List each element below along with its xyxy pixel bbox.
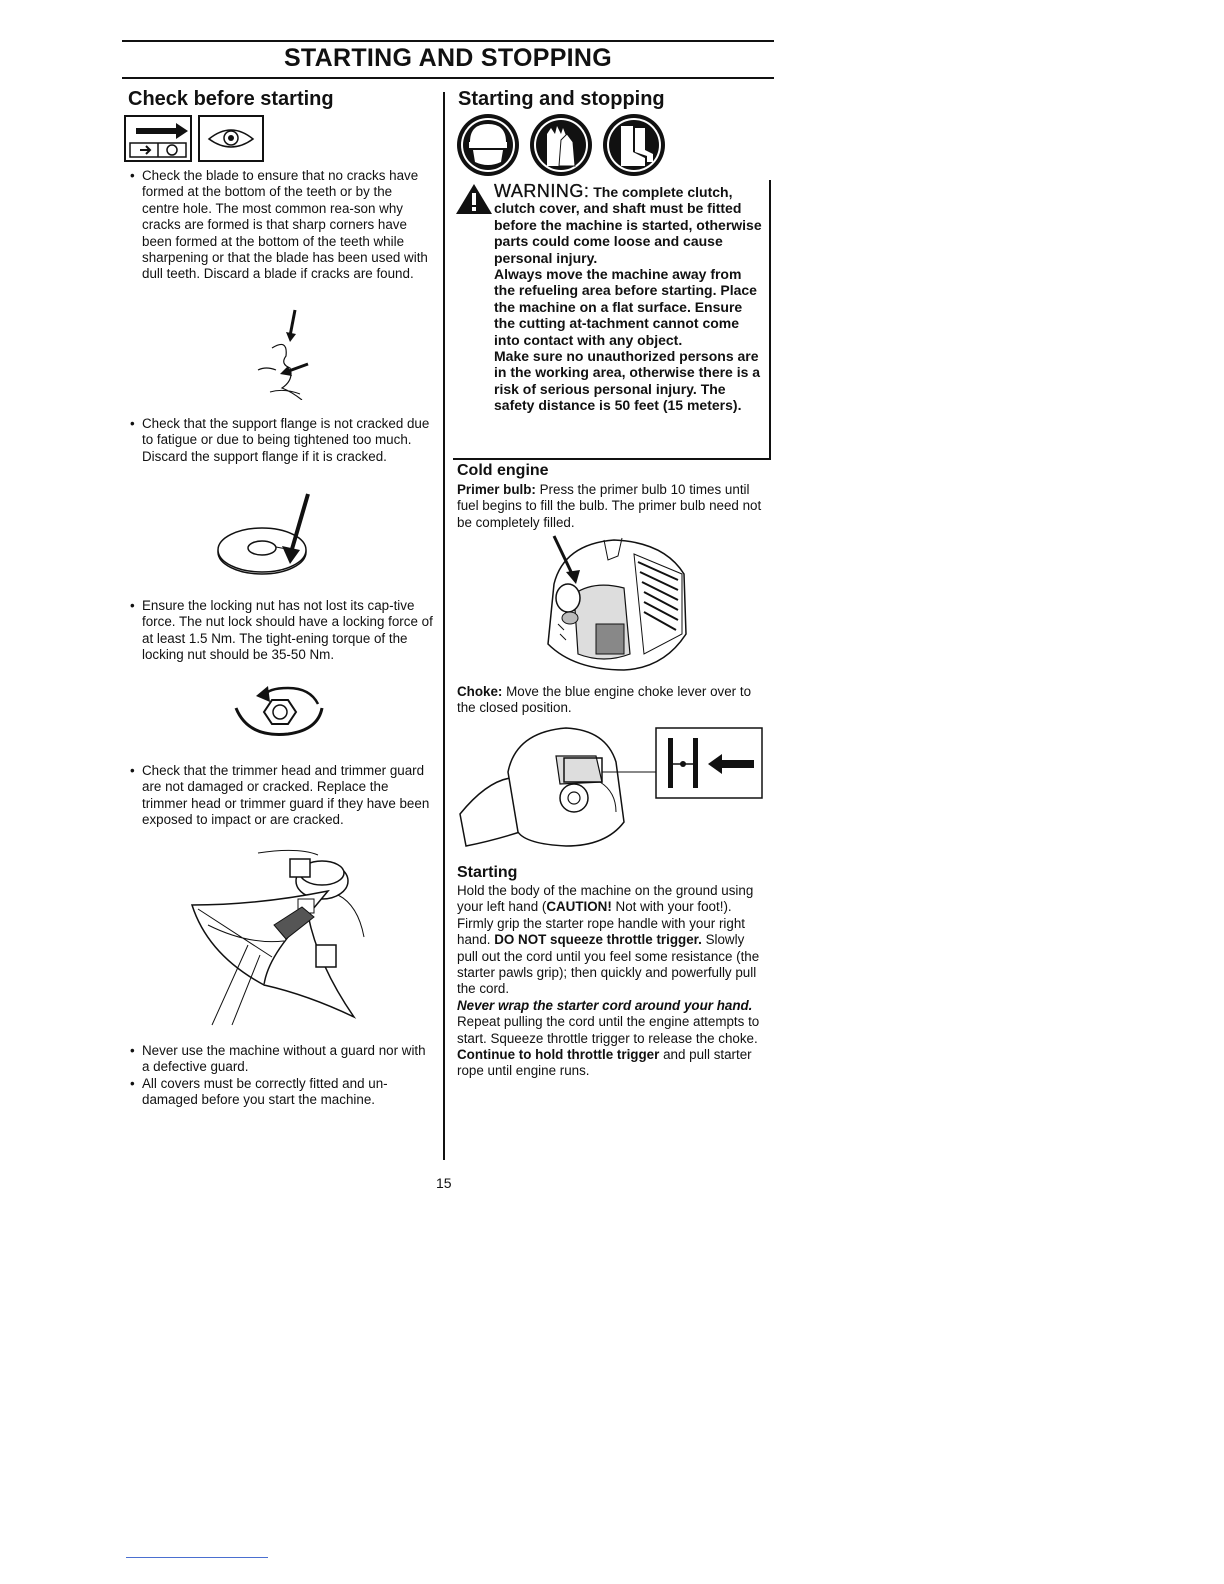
starting-never-wrap: Never wrap the starter cord around your hand. (457, 997, 753, 1013)
warning-text (494, 183, 766, 414)
column-divider (443, 92, 445, 1160)
bullet-list-nut (128, 598, 433, 664)
starting-paragraph (457, 883, 767, 1080)
choke-text: Move the blue engine choke lever over to the closed position. (457, 684, 752, 716)
ppe-symbols (455, 112, 667, 178)
footer-line (126, 1557, 268, 1558)
trimmer-guard-figure (188, 845, 368, 1030)
warning-p2: Always move the machine away from the refueling area before starting. Place the machine on a flat surface. Ensure the cutting at-tachment cannot come into contact with any object. (494, 266, 757, 348)
warning-p3: Make sure no unauthorized persons are in the working area, otherwise there is a risk of serious personal injury. The safety distance is 50 feet (15 meters). (494, 348, 761, 414)
bullet-list-trimmer (128, 763, 433, 829)
starting-t2: Not with your foot!). (615, 899, 732, 915)
locking-nut-figure (228, 682, 328, 742)
engine-primer-figure (534, 534, 690, 674)
primer-bulb-text: Press the primer bulb 10 times until fuel begins to fill the bulb. The primer bulb need not be completely filled. (457, 482, 762, 530)
primer-bulb-label: Primer bulb: (457, 482, 536, 497)
starting-continue-hold: Continue to hold throttle trigger (457, 1047, 660, 1063)
support-flange-figure (212, 490, 322, 586)
bullet-never-without-guard: • Never use the machine without a guard nor with a defective guard. (128, 1043, 433, 1076)
starting-heading: Starting (457, 864, 518, 881)
starting-and-stopping-heading: Starting and stopping (458, 88, 665, 110)
boots-icon (603, 114, 665, 176)
starting-do-not-squeeze: DO NOT squeeze throttle trigger. (494, 932, 702, 948)
bullet-list-flange (128, 416, 433, 465)
warning-triangle-icon (454, 182, 494, 216)
bullet-covers-fitted: • All covers must be correctly fitted and un-damaged before you start the machine. (128, 1076, 433, 1109)
inspection-symbols-icon (124, 115, 266, 163)
starting-t1: Hold the body of the machine on the ground using your left hand ( (457, 883, 754, 915)
starting-t3: Firmly grip the starter rope handle with your right hand. (457, 915, 746, 948)
page-number: 15 (436, 1175, 452, 1191)
bullet-list-guard (128, 1043, 433, 1109)
choke-label: Choke: (457, 684, 503, 699)
choke-paragraph (457, 684, 767, 717)
starting-caution: CAUTION! (546, 899, 612, 915)
cold-engine-heading: Cold engine (457, 462, 549, 479)
primer-bulb-paragraph (457, 482, 767, 531)
bullet-trimmer-head: • Check that the trimmer head and trimmer guard are not damaged or cracked. Replace the trimmer head or trimmer guard if they have been exposed to impact or are cracked. (128, 763, 433, 829)
warning-label: WARNING: (494, 181, 590, 201)
page-title: STARTING AND STOPPING (283, 44, 613, 72)
bullet-locking-nut: • Ensure the locking nut has not lost its cap-tive force. The nut lock should have a locking force of at least 1.5 Nm. The tight-ening torque of the locking nut should be 35-50 Nm. (128, 598, 433, 664)
blade-crack-figure (250, 308, 320, 400)
gloves-icon (530, 114, 592, 176)
top-rule (122, 40, 774, 42)
helmet-protection-icon (457, 114, 519, 176)
check-before-starting-heading: Check before starting (128, 88, 334, 110)
title-rule (122, 77, 774, 79)
starting-t4: Slowly pull out the cord until you feel some resistance (the starter pawls grip); then quickly and powerfully pull the cord. (457, 932, 760, 997)
warning-p1: The complete clutch, clutch cover, and shaft must be fitted before the machine is started, otherwise parts could come loose and cause personal injury. (494, 184, 762, 266)
starting-t7: and pull starter rope until engine runs. (457, 1047, 752, 1079)
choke-lever-figure (456, 722, 766, 850)
starting-t6: Repeat pulling the cord until the engine attempts to start. Squeeze throttle trigger to release the choke. (457, 1014, 760, 1046)
bullet-blade-cracks: • Check the blade to ensure that no cracks have formed at the bottom of the teeth or by the centre hole. The most common rea-son why cracks are formed is that sharp corners have been formed at the bottom of the teeth while sharpening or that the blade has been used with dull teeth. Discard a blade if cracks are found. (128, 168, 433, 283)
bullet-support-flange: • Check that the support flange is not cracked due to fatigue or due to being tightened too much. Discard the support flange if it is cracked. (128, 416, 433, 465)
bullet-list-blade (128, 168, 433, 283)
